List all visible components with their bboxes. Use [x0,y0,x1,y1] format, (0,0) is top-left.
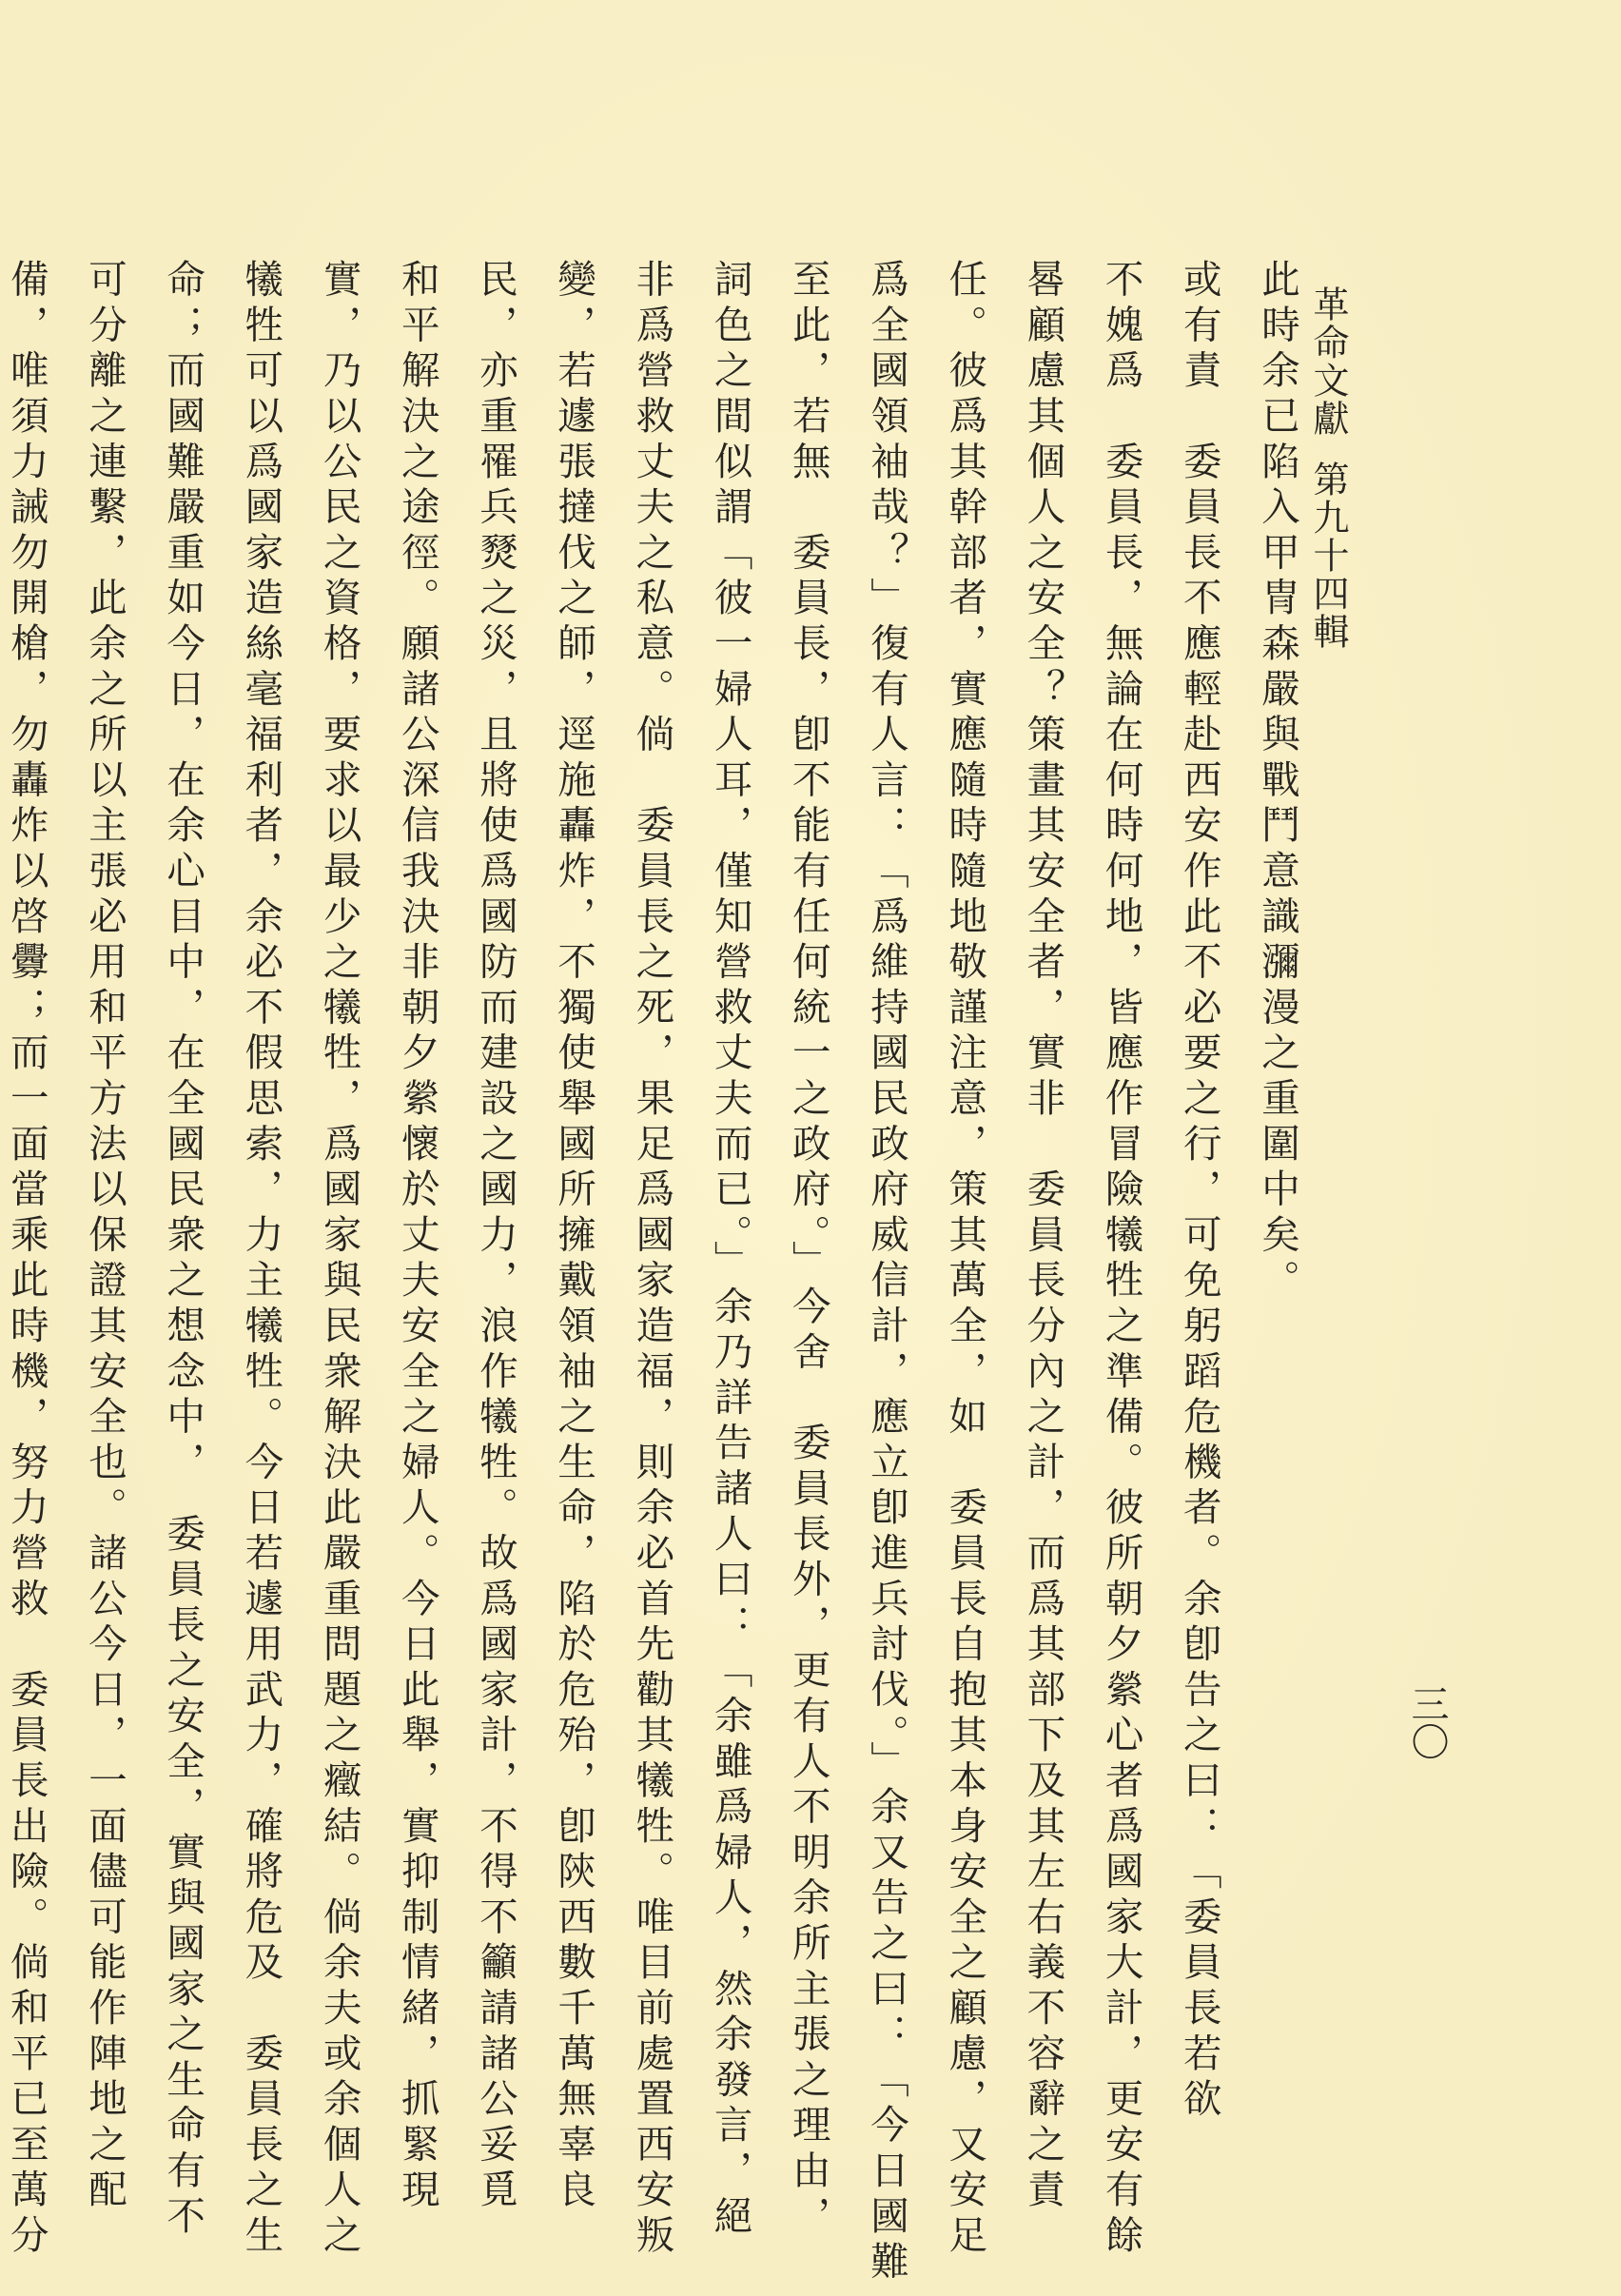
text-column: 可分離之連繫，此余之所以主張必用和平方法以保證其安全也。諸公今日，一面儘可能作陣地之配 [81,259,127,2215]
page-number: 三〇 [1405,1684,1449,1760]
text-column: 備，唯須力誡勿開槍，勿轟炸以啓釁；而一面當乘此時機，努力營救 委員長出險。倘和平已至萬分 [3,259,49,2261]
text-column: 實，乃以公民之資格，要求以最少之犧牲，爲國家與民衆解決此嚴重問題之癥結。倘余夫或余個人之 [316,259,362,2261]
text-column: 非爲營救丈夫之私意。倘 委員長之死，果足爲國家造福，則余必首先勸其犧牲。唯目前處置西安叛 [629,259,675,2261]
text-column: 晷顧慮其個人之安全？策畫其安全者，實非 委員長分內之計，而爲其部下及其左右義不容辭之責 [1020,259,1066,2215]
text-column: 或有責 委員長不應輕赴西安作此不必要之行，可免躬蹈危機者。余卽告之曰：「委員長若欲 [1176,259,1222,2124]
text-column: 犧牲可以爲國家造絲毫福利者，余必不假思索，力主犧牲。今日若遽用武力，確將危及 委員長之生 [238,259,284,2261]
text-column: 命；而國難嚴重如今日，在余心目中，在全國民衆之想念中， 委員長之安全，實與國家之生命有不 [160,259,206,2241]
text-column: 任。彼爲其幹部者，實應隨時隨地敬謹注意，策其萬全，如 委員長自抱其本身安全之顧慮，又安足 [942,259,988,2261]
body-text [0,259,1317,2286]
text-column: 變，若遽張撻伐之師，逕施轟炸，不獨使舉國所擁戴領袖之生命，陷於危殆，卽陝西數千萬無辜良 [551,259,597,2215]
text-column: 和平解決之途徑。願諸公深信我決非朝夕縈懷於丈夫安全之婦人。今日此舉，實抑制情緒，抓緊現 [394,259,440,2215]
text-column: 不媿爲 委員長，無論在何時何地，皆應作冒險犧牲之準備。彼所朝夕縈心者爲國家大計，更安有餘 [1098,259,1144,2261]
text-column: 至此，若無 委員長，卽不能有任何統一之政府。」今舍 委員長外，更有人不明余所主張之理由， [785,259,831,2241]
text-column: 民，亦重罹兵燹之災，且將使爲國防而建設之國力，浪作犧牲。故爲國家計，不得不籲請諸公妥覓 [472,259,518,2215]
text-column: 此時余已陷入甲冑森嚴與戰鬥意識瀰漫之重圍中矣。 [1255,259,1300,1305]
book-title: 革命文獻 [1307,285,1349,438]
volume-label: 第九十四輯 [1307,461,1349,651]
text-column: 爲全國領袖哉？」復有人言：「爲維持國民政府威信計，應立卽進兵討伐。」余又告之曰：「今日國難 [863,259,909,2286]
text-column: 詞色之間似謂「彼一婦人耳，僅知營救丈夫而已。」余乃詳告諸人曰：「余雖爲婦人，然余發言，絕 [707,259,753,2241]
